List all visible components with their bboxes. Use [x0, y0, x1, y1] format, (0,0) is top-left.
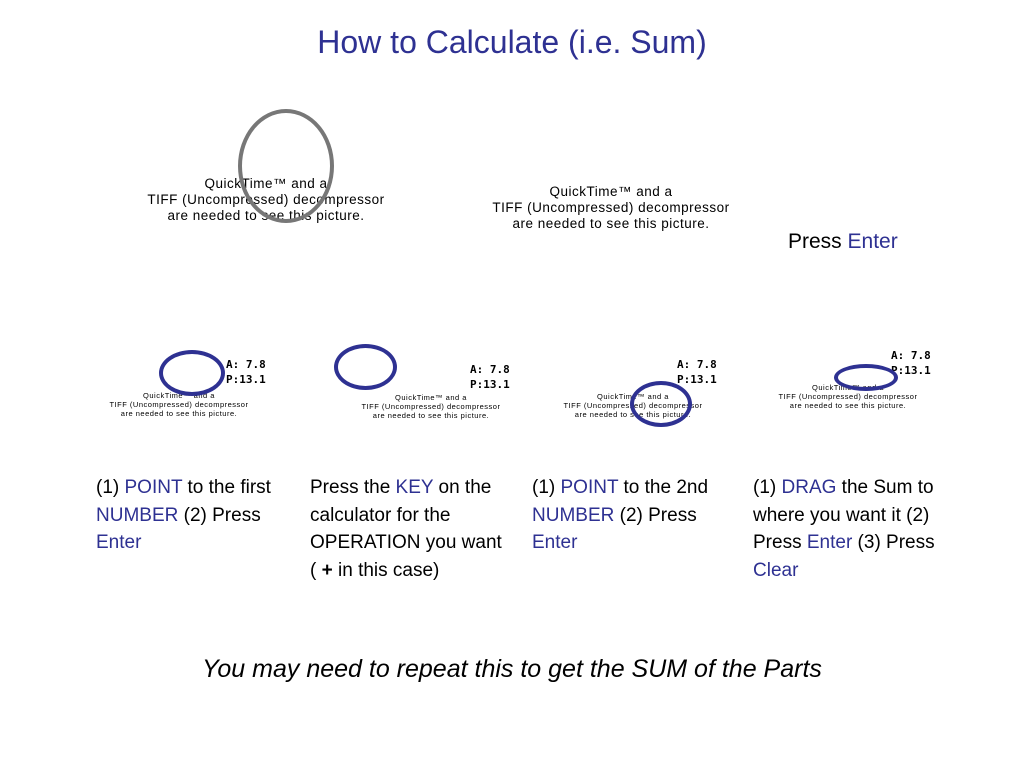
- step-text-3: (1) POINT to the 2nd NUMBER (2) Press Enter: [532, 477, 709, 553]
- placeholder-line-1: QuickTime™ and a: [204, 176, 328, 191]
- calculator-display: A: 7.8 P:13.1: [677, 358, 717, 386]
- highlight-word: Clear: [753, 559, 799, 581]
- placeholder-line-1: QuickTime™ and a: [549, 184, 673, 199]
- image-placeholder-small-3: QuickTime™ and a TIFF (Uncompressed) decompressor are needed to see this picture.: [563, 392, 703, 419]
- slide-title: How to Calculate (i.e. Sum): [317, 24, 707, 60]
- calculator-display: A: 7.8 P:13.1: [891, 349, 931, 377]
- highlight-circle-blue: [834, 364, 898, 391]
- press-enter-label: Press Enter: [788, 230, 898, 253]
- highlight-word: Enter: [806, 532, 853, 553]
- calculator-display: A: 7.8 P:13.1: [226, 358, 266, 386]
- image-placeholder-small-4: QuickTime™ and a TIFF (Uncompressed) decompressor are needed to see this picture.: [778, 383, 918, 410]
- highlight-word: NUMBER: [96, 504, 179, 526]
- step-text-4: (1) DRAG the Sum to where you want it (2) Press Enter (3) Press Clear: [753, 477, 935, 581]
- highlight-circle-gray: [238, 109, 334, 223]
- placeholder-line-2: TIFF (Uncompressed) decompressor: [492, 200, 730, 215]
- highlight-word: DRAG: [781, 477, 837, 498]
- highlight-word: NUMBER: [532, 504, 615, 526]
- image-placeholder-2: [461, 184, 761, 232]
- highlight-circle-blue: [334, 344, 397, 390]
- highlight-circle-blue: [630, 381, 692, 427]
- highlight-word: Enter: [532, 532, 578, 553]
- highlight-word: POINT: [560, 477, 619, 498]
- image-placeholder-small-2: QuickTime™ and a TIFF (Uncompressed) decompressor are needed to see this picture.: [361, 393, 501, 420]
- step-text-1: (1) POINT to the first NUMBER (2) Press Enter: [96, 477, 271, 553]
- plus-symbol: +: [321, 559, 333, 581]
- footer-note: You may need to repeat this to get the SUM of the Parts: [202, 655, 822, 683]
- placeholder-line-3: are needed to see this picture.: [512, 216, 710, 231]
- placeholder-line-2: TIFF (Uncompressed) decompressor: [147, 192, 385, 207]
- placeholder-line-3: are needed to see this picture.: [167, 208, 365, 223]
- step-text-2: Press the KEY on the calculator for the OPERATION you want ( + in this case): [310, 477, 502, 581]
- highlight-word: POINT: [124, 477, 183, 498]
- highlight-word: Enter: [96, 532, 142, 553]
- calculator-display: A: 7.8 P:13.1: [470, 363, 510, 391]
- highlight-word: KEY: [395, 477, 434, 498]
- enter-key-label: Enter: [847, 230, 898, 253]
- image-placeholder-small-1: QuickTime™ and a TIFF (Uncompressed) decompressor are needed to see this picture.: [109, 391, 249, 418]
- highlight-circle-blue: [159, 350, 225, 396]
